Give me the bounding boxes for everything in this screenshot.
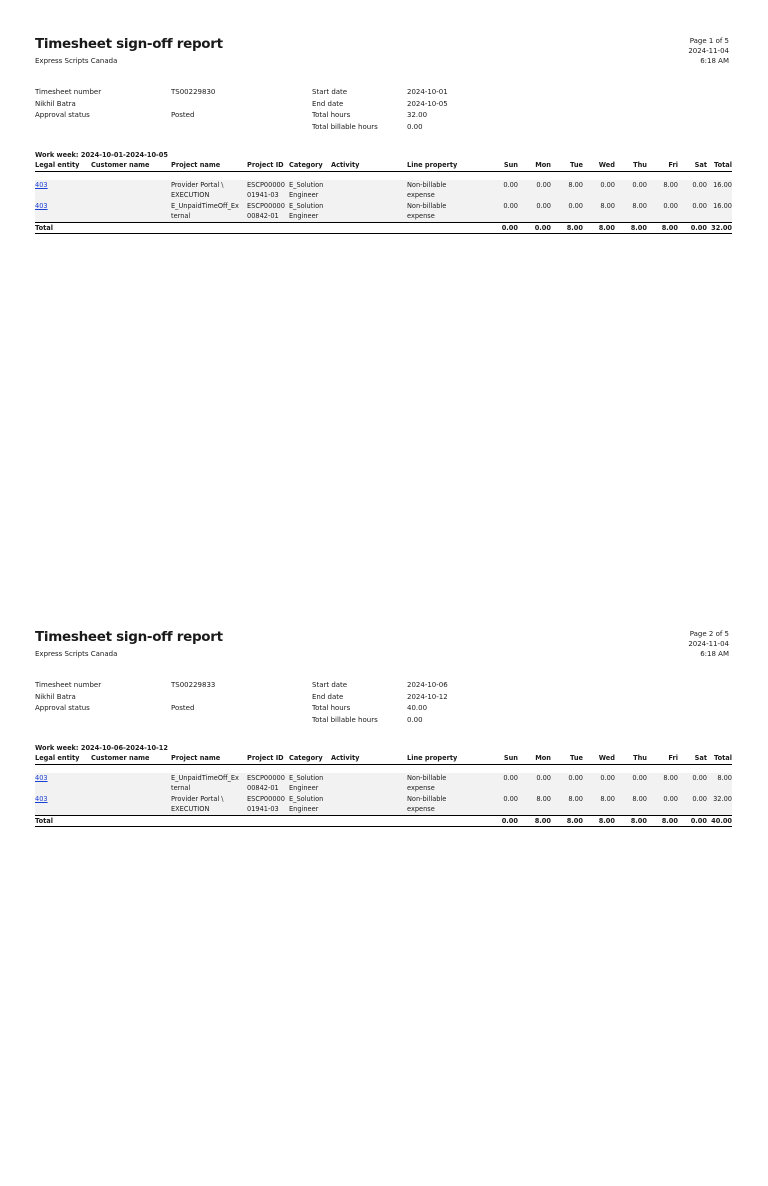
work-week-heading: Work week: 2024-10-01-2024-10-05 bbox=[35, 151, 168, 159]
sat-cell: 0.00 bbox=[678, 201, 707, 222]
line-property-cell: Non-billable expense bbox=[407, 794, 486, 815]
customer-name-cell bbox=[91, 180, 171, 201]
category-cell: E_Solution Engineer bbox=[289, 773, 331, 794]
table-total-row bbox=[35, 222, 732, 233]
thu-cell: 0.00 bbox=[615, 180, 647, 201]
start-date-label: Start date bbox=[312, 88, 348, 96]
page-info bbox=[688, 629, 729, 660]
approval-status-label: Approval status bbox=[35, 111, 90, 120]
total-billable-hours-value: 0.00 bbox=[407, 715, 423, 724]
total-cell: 8.00 bbox=[707, 773, 732, 794]
legal-entity-link[interactable]: 403 bbox=[35, 794, 48, 803]
col-category: Category bbox=[289, 753, 331, 765]
total-sun: 0.00 bbox=[486, 815, 518, 826]
report-title: Timesheet sign-off report bbox=[35, 629, 223, 645]
col-category: Category bbox=[289, 160, 331, 172]
total-mon: 8.00 bbox=[518, 815, 551, 826]
company-name: Express Scripts Canada bbox=[35, 57, 118, 65]
page-info bbox=[688, 36, 729, 67]
col-total: Total bbox=[707, 753, 732, 765]
total-hours-value: 40.00 bbox=[407, 704, 428, 713]
col-project-id: Project ID bbox=[247, 753, 289, 765]
wed-cell: 0.00 bbox=[583, 773, 615, 794]
total-label: Total bbox=[35, 815, 486, 826]
col-fri: Fri bbox=[647, 753, 678, 765]
header-values-left bbox=[171, 680, 215, 715]
total-hours-label: Total hours bbox=[312, 704, 351, 713]
col-wed: Wed bbox=[583, 160, 615, 172]
project-name-cell: E_UnpaidTimeOff_Ex ternal bbox=[171, 773, 247, 794]
employee-name: Nikhil Batra bbox=[35, 692, 76, 701]
total-fri: 8.00 bbox=[647, 815, 678, 826]
tue-cell: 8.00 bbox=[551, 794, 583, 815]
timesheet-lines-table bbox=[35, 160, 732, 234]
total-hours-value: 32.00 bbox=[407, 111, 428, 120]
fri-cell: 8.00 bbox=[647, 773, 678, 794]
header-labels-left bbox=[35, 87, 101, 122]
wed-cell: 8.00 bbox=[583, 794, 615, 815]
header-values-left bbox=[171, 87, 215, 122]
col-legal-entity: Legal entity bbox=[35, 160, 91, 172]
header-labels-left bbox=[35, 680, 101, 715]
category-cell: E_Solution Engineer bbox=[289, 180, 331, 201]
total-wed: 8.00 bbox=[583, 815, 615, 826]
total-total: 40.00 bbox=[707, 815, 732, 826]
col-project-name: Project name bbox=[171, 753, 247, 765]
thu-cell: 8.00 bbox=[615, 201, 647, 222]
sat-cell: 0.00 bbox=[678, 180, 707, 201]
line-property-cell: Non-billable expense bbox=[407, 180, 486, 201]
sun-cell: 0.00 bbox=[486, 773, 518, 794]
header-values-right bbox=[407, 87, 448, 133]
total-wed: 8.00 bbox=[583, 222, 615, 233]
col-sat: Sat bbox=[678, 753, 707, 765]
total-label: Total bbox=[35, 222, 486, 233]
project-id-cell: ESCP00000 01941-03 bbox=[247, 180, 289, 201]
project-name-cell: E_UnpaidTimeOff_Ex ternal bbox=[171, 201, 247, 222]
end-date-label: End date bbox=[312, 99, 344, 108]
total-sun: 0.00 bbox=[486, 222, 518, 233]
report-page-2 bbox=[0, 593, 768, 1186]
project-id-cell: ESCP00000 00842-01 bbox=[247, 773, 289, 794]
col-sun: Sun bbox=[486, 753, 518, 765]
table-row bbox=[35, 794, 732, 815]
col-customer-name: Customer name bbox=[91, 160, 171, 172]
fri-cell: 8.00 bbox=[647, 180, 678, 201]
table-row bbox=[35, 180, 732, 201]
thu-cell: 8.00 bbox=[615, 794, 647, 815]
report-title: Timesheet sign-off report bbox=[35, 36, 223, 52]
total-hours-label: Total hours bbox=[312, 111, 351, 120]
col-legal-entity: Legal entity bbox=[35, 753, 91, 765]
legal-entity-link[interactable]: 403 bbox=[35, 201, 48, 210]
total-cell: 32.00 bbox=[707, 794, 732, 815]
start-date-value: 2024-10-06 bbox=[407, 681, 448, 689]
mon-cell: 0.00 bbox=[518, 201, 551, 222]
header-values-right bbox=[407, 680, 448, 726]
col-total: Total bbox=[707, 160, 732, 172]
total-total: 32.00 bbox=[707, 222, 732, 233]
col-activity: Activity bbox=[331, 160, 407, 172]
total-billable-hours-label: Total billable hours bbox=[312, 715, 378, 724]
timesheet-number-label: Timesheet number bbox=[35, 88, 102, 96]
total-thu: 8.00 bbox=[615, 222, 647, 233]
timesheet-number-value: TS00229833 bbox=[171, 681, 216, 689]
end-date-label: End date bbox=[312, 692, 344, 701]
total-billable-hours-value: 0.00 bbox=[407, 122, 423, 131]
col-mon: Mon bbox=[518, 753, 551, 765]
total-cell: 16.00 bbox=[707, 180, 732, 201]
col-line-property: Line property bbox=[407, 753, 486, 765]
customer-name-cell bbox=[91, 794, 171, 815]
approval-status-value: Posted bbox=[171, 111, 195, 120]
thu-cell: 0.00 bbox=[615, 773, 647, 794]
fri-cell: 0.00 bbox=[647, 794, 678, 815]
employee-name: Nikhil Batra bbox=[35, 99, 76, 108]
tue-cell: 0.00 bbox=[551, 201, 583, 222]
col-sat: Sat bbox=[678, 160, 707, 172]
col-project-id: Project ID bbox=[247, 160, 289, 172]
table-row bbox=[35, 201, 732, 222]
activity-cell bbox=[331, 794, 407, 815]
total-cell: 16.00 bbox=[707, 201, 732, 222]
project-name-cell: Provider Portal \ EXECUTION bbox=[171, 794, 247, 815]
col-sun: Sun bbox=[486, 160, 518, 172]
tue-cell: 0.00 bbox=[551, 773, 583, 794]
legal-entity-link[interactable]: 403 bbox=[35, 774, 48, 782]
project-name-cell: Provider Portal \ EXECUTION bbox=[171, 180, 247, 201]
start-date-label: Start date bbox=[312, 681, 348, 689]
customer-name-cell bbox=[91, 773, 171, 794]
category-cell: E_Solution Engineer bbox=[289, 201, 331, 222]
start-date-value: 2024-10-01 bbox=[407, 88, 448, 96]
category-cell: E_Solution Engineer bbox=[289, 794, 331, 815]
total-billable-hours-label: Total billable hours bbox=[312, 122, 378, 131]
fri-cell: 0.00 bbox=[647, 201, 678, 222]
project-id-cell: ESCP00000 00842-01 bbox=[247, 201, 289, 222]
end-date-value: 2024-10-12 bbox=[407, 692, 448, 701]
sun-cell: 0.00 bbox=[486, 794, 518, 815]
total-tue: 8.00 bbox=[551, 222, 583, 233]
sat-cell: 0.00 bbox=[678, 773, 707, 794]
timesheet-number-value: TS00229830 bbox=[171, 88, 216, 96]
timesheet-number-label: Timesheet number bbox=[35, 681, 102, 689]
timesheet-lines-table bbox=[35, 753, 732, 827]
line-property-cell: Non-billable expense bbox=[407, 201, 486, 222]
line-property-cell: Non-billable expense bbox=[407, 773, 486, 794]
col-thu: Thu bbox=[615, 160, 647, 172]
total-tue: 8.00 bbox=[551, 815, 583, 826]
total-fri: 8.00 bbox=[647, 222, 678, 233]
approval-status-value: Posted bbox=[171, 704, 195, 713]
tue-cell: 8.00 bbox=[551, 180, 583, 201]
customer-name-cell bbox=[91, 201, 171, 222]
wed-cell: 0.00 bbox=[583, 180, 615, 201]
sat-cell: 0.00 bbox=[678, 794, 707, 815]
print-date: 2024-11-04 bbox=[688, 640, 729, 649]
sun-cell: 0.00 bbox=[486, 201, 518, 222]
col-activity: Activity bbox=[331, 753, 407, 765]
total-sat: 0.00 bbox=[678, 815, 707, 826]
col-project-name: Project name bbox=[171, 160, 247, 172]
sun-cell: 0.00 bbox=[486, 180, 518, 201]
mon-cell: 0.00 bbox=[518, 773, 551, 794]
approval-status-label: Approval status bbox=[35, 704, 90, 713]
header-labels-right bbox=[312, 87, 378, 133]
col-mon: Mon bbox=[518, 160, 551, 172]
col-line-property: Line property bbox=[407, 160, 486, 172]
end-date-value: 2024-10-05 bbox=[407, 99, 448, 108]
activity-cell bbox=[331, 180, 407, 201]
mon-cell: 0.00 bbox=[518, 180, 551, 201]
print-time: 6:18 AM bbox=[700, 650, 729, 659]
table-header-row bbox=[35, 753, 732, 765]
legal-entity-link[interactable]: 403 bbox=[35, 181, 48, 189]
print-date: 2024-11-04 bbox=[688, 47, 729, 56]
total-mon: 0.00 bbox=[518, 222, 551, 233]
activity-cell bbox=[331, 201, 407, 222]
table-total-row bbox=[35, 815, 732, 826]
total-thu: 8.00 bbox=[615, 815, 647, 826]
header-labels-right bbox=[312, 680, 378, 726]
col-wed: Wed bbox=[583, 753, 615, 765]
wed-cell: 8.00 bbox=[583, 201, 615, 222]
mon-cell: 8.00 bbox=[518, 794, 551, 815]
page-number: Page 1 of 5 bbox=[689, 37, 729, 45]
total-sat: 0.00 bbox=[678, 222, 707, 233]
col-customer-name: Customer name bbox=[91, 753, 171, 765]
table-header-row bbox=[35, 160, 732, 172]
col-thu: Thu bbox=[615, 753, 647, 765]
project-id-cell: ESCP00000 01941-03 bbox=[247, 794, 289, 815]
work-week-heading: Work week: 2024-10-06-2024-10-12 bbox=[35, 744, 168, 752]
col-tue: Tue bbox=[551, 753, 583, 765]
company-name: Express Scripts Canada bbox=[35, 650, 118, 658]
print-time: 6:18 AM bbox=[700, 57, 729, 66]
page-number: Page 2 of 5 bbox=[689, 630, 729, 638]
col-fri: Fri bbox=[647, 160, 678, 172]
col-tue: Tue bbox=[551, 160, 583, 172]
table-row bbox=[35, 773, 732, 794]
activity-cell bbox=[331, 773, 407, 794]
